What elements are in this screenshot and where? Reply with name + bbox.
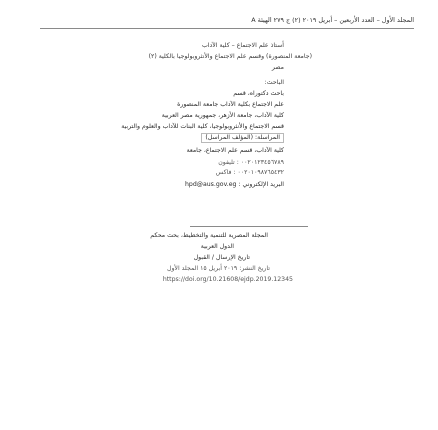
journal-header-line: A المجلد الأول – العدد الأربعين – أبريل ٢٠١٩ (٢) ج ٢٧٩ الهيئة xyxy=(251,16,414,24)
phone-number-1: ٠٠٢٠١٢٣٤٥٦٧٨٩ : تليفون xyxy=(218,159,284,166)
author-line-2: علم الاجتماع بكلية الآداب جامعة المنصورة xyxy=(177,101,284,108)
phone-number-2: ٠٠٢٠١٠٩٨٧٦٥٤٣٢ : فاكس xyxy=(215,169,284,176)
affiliation-line-2: (جامعة المنصورة) وقسم علم الاجتماع والأنثروبولوجيا بالكلية (٢) xyxy=(148,53,312,60)
email-line: البريد الإلكتروني : hpd@aus.gov.eg xyxy=(184,181,284,188)
author-line-4: قسم الاجتماع والأنثروبولوجيا، كلية البنات للآداب والعلوم والتربية xyxy=(121,123,284,130)
footer-line-3: تاريخ الإرسال / القبول xyxy=(193,254,250,261)
footer-line-5: https://doi.org/10.21608/ejdp.2019.12345 xyxy=(162,276,293,283)
footer-line-4: تاريخ النشر: ٢٠١٩ أبريل ١٥ المجلد الأول xyxy=(166,265,270,272)
header-divider xyxy=(40,28,414,29)
affiliation-line-3: مصر xyxy=(271,64,284,71)
section-divider xyxy=(190,226,308,227)
author-line-1: باحث دكتوراه، قسم xyxy=(233,90,284,97)
footer-line-1: المجلة المصرية للتنمية والتخطيط، بحث محكم xyxy=(150,232,268,239)
correspondence-box: المراسلة: (المؤلف المراسل) xyxy=(201,133,284,143)
author-label: الباحث: xyxy=(264,79,284,86)
author-line-5: كلية الآداب، قسم علم الاجتماع، جامعة xyxy=(186,147,284,154)
footer-line-2: الدول العربية xyxy=(200,243,234,250)
affiliation-line-1: أستاذ علم الاجتماع – كلية الآداب xyxy=(201,42,284,49)
author-line-3: كلية الآداب، جامعة الأزهر، جمهورية مصر العربية xyxy=(161,112,284,119)
